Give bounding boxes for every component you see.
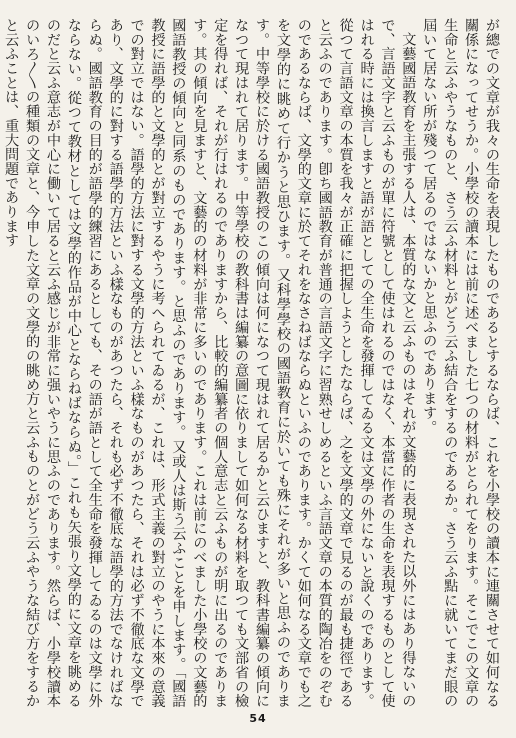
paragraph-2: 文藝國語教育を主張する人は、本質的な文と云ふものはそれが文藝的に表現された以外にはあり得ないので、言語文字と云ふものが單に符號として使はれるのではなく、本當に作者の生命を表現するものとして使はれる時には換言しますと語が語としての全生命を發揮してゐる文は文學の外にないと說くのであります。從つて言語文章の本質を我々が正確に把握しようとしたならば、之を文學的文章で見るのが最も捷徑であると云ふのであります。卽ち國語教育が普通の言語文字に習熟せしめるといふ言語文章の本質的陶冶をのぞむのであるならば、文學的文章に於てそれをなさねばならぬといふのであります。かくて如何なる文章でも之を文學的に眺めて行かうと思ひます。又科學學校の國語教育に於いても殊にそれが多いと思ふのであります。中等學校に於ける國語教授のこの傾向は何になつて現はれて居るかと云ひますと、教科書編纂の傾向になつて現はれて居ります。中等學校の教科書は編纂の意圖に依りまして如何なる材料を取つても文部省の檢定を得れば、それが行はれるのでありますから、比較的編纂者の個人意志と云ふものが明に出るのであります。其の傾向を見ますと、文藝的の材料が非常に多いのであります。これは前にのべました小學校の文藝的國語教授の傾向と同系のものであります。と思ふのであります。又或人は斯う云ふことを申します。「國語教授に語學的と文學的とが對立するやうに考へられてゐるが、これは、形式主義の對立のやうに本來の意義での對立ではない。語學的方法に對する文學的方法といふ樣なものがあつたら、それは必ず不徹底な文學であり、文學的に對する語學的方法といふ樣なものがあつたら、それも必ず不徹底な語學的方法でなければならぬ。國語教育の目的が語學的練習にあるとしても、その語が語として全生命を發揮してゐるのは文學に外ならない。從つて教材としては文學的作品が中心とならねばならぬ。」これも矢張り文學的に文章を眺めるのだと云ふ意志が中心に働いて居ると云ふ感じが非常に强いやうに思ふのであります。然らば、小學校讀本のいろ〳〵の種類の文章と、今申した文章の文學的の眺め方と云ふものとがどう云ふやうな結び方をするかと云ふことは、重大問題であります xyxy=(3,18,417,708)
paragraph-1: が總での文章が我々の生命を表現したものであるとするならば、これを小學校の讀本に連關させて如何なる關係になってせうか。小學校の讀本には前に述べました七つの材料がとられてをります。そこでこの文章の生命と云ふやうなものと、さう云ふ材料とがどう云ふ結合をするのであるか。さう云ふ點に就いてまだ眼の屆いて居ない所が殘つて居るのではないかと思ふのであります。 xyxy=(421,18,500,708)
body-text xyxy=(3,18,502,708)
page-number: 54 xyxy=(249,712,267,725)
